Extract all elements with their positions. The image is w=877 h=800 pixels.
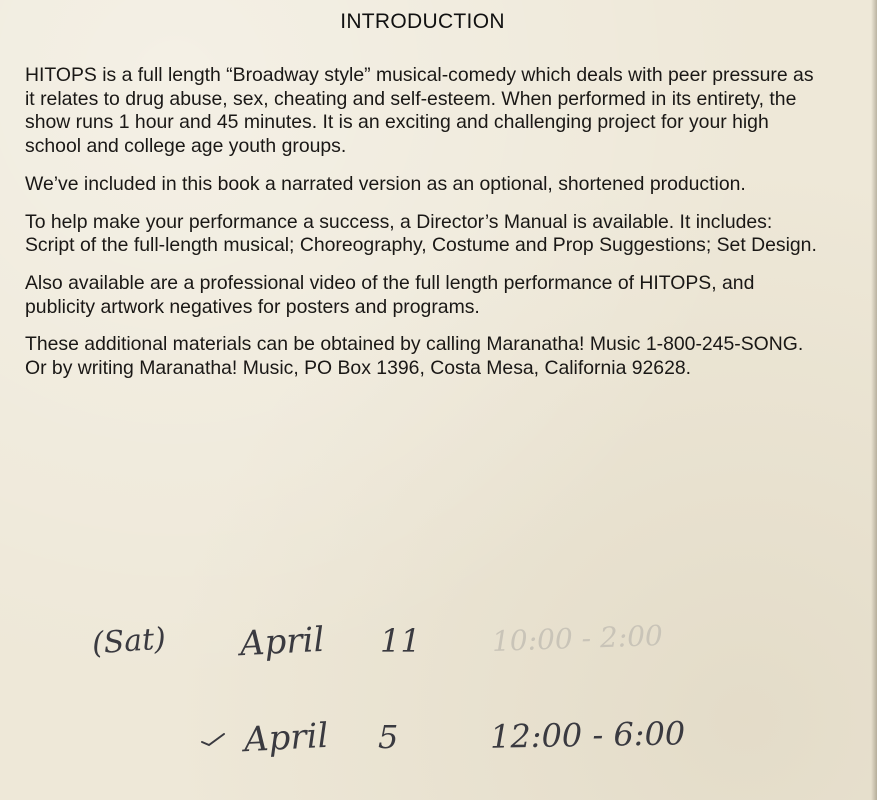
handwritten-time-2: 12:00 - 6:00: [489, 714, 686, 756]
paragraph-overview: HITOPS is a full length “Broadway style” musical-comedy which deals with peer pressure as it relates to drug abuse, sex, cheating and self-esteem. When performed in its entirety, the show runs 1 hour and 45 minutes. It is an exciting and challenging project for your high school and college age youth groups.: [25, 64, 814, 158]
check-mark-icon: [200, 730, 226, 748]
handwritten-date-2: 5: [378, 718, 399, 756]
handwritten-date-1: 11: [380, 622, 421, 660]
handwritten-month-1: April: [239, 619, 326, 665]
paragraph-narrated-version: We’ve included in this book a narrated version as an optional, shortened production.: [25, 172, 746, 195]
handwritten-day: (Sat): [90, 621, 168, 662]
paragraph-contact-info: These additional materials can be obtained by calling Maranatha! Music 1-800-245-SONG. Or by writing Maranatha! Music, PO Box 1396, Costa Mesa, California 92628.: [25, 333, 804, 380]
paragraph-directors-manual: To help make your performance a success, a Director’s Manual is available. It includes: Script of the full-length musical; Choreography, Costume and Prop Suggestions; Set Design.: [25, 210, 817, 257]
handwritten-time-1: 10:00 - 2:00: [491, 619, 664, 658]
page-title: INTRODUCTION: [340, 10, 505, 33]
page-edge-shadow: [871, 0, 877, 800]
paragraph-video-artwork: Also available are a professional video of the full length performance of HITOPS, and publicity artwork negatives for posters and programs.: [25, 271, 755, 318]
handwritten-month-2: April: [243, 715, 330, 761]
introduction-body: [25, 64, 825, 395]
